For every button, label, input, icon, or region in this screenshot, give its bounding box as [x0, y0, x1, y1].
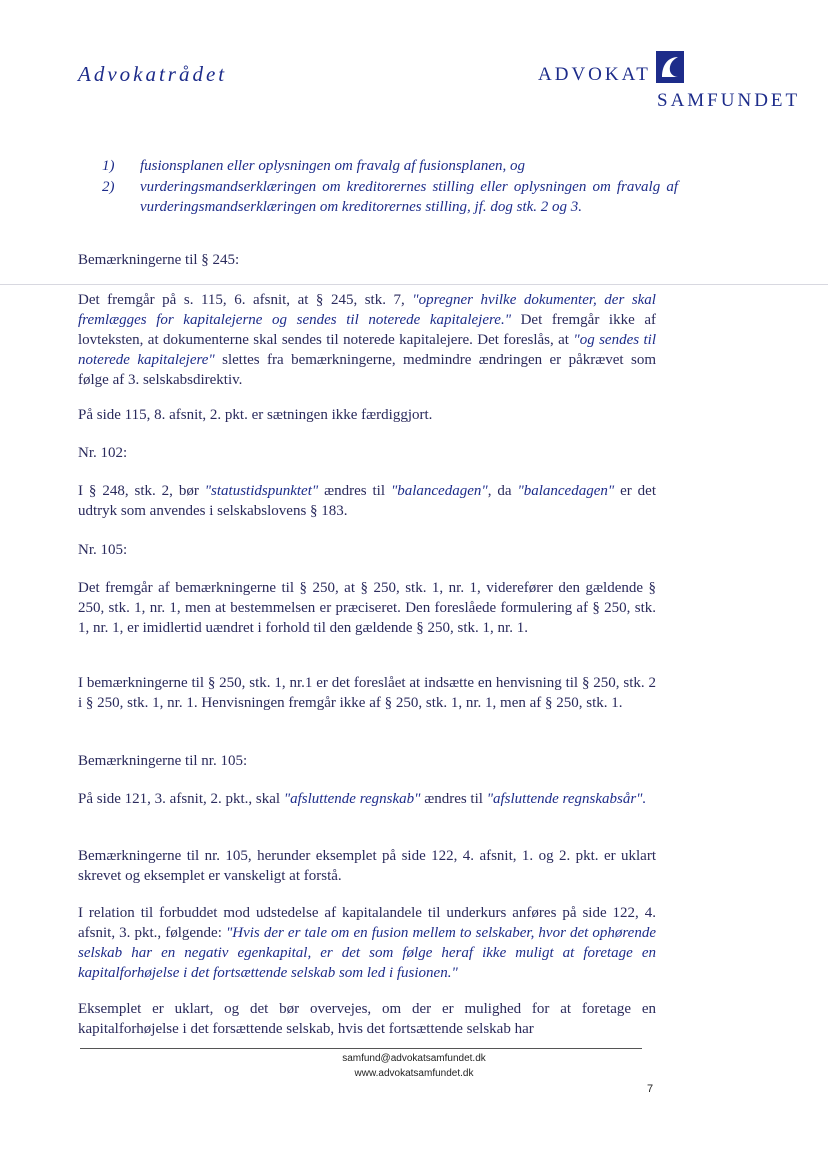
paragraph-248: I § 248, stk. 2, bør "statustidspunktet" ændres til "balancedagen", da "balancedagen" er det udtryk som anvendes i selskabslovens § 183.: [78, 483, 656, 519]
list-number: 2): [102, 179, 115, 195]
heading-bemaerkninger-245: Bemærkningerne til § 245:: [78, 252, 240, 268]
divider: [0, 284, 828, 285]
paragraph-side-122: Bemærkningerne til nr. 105, herunder eksemplet på side 122, 4. afsnit, 1. og 2. pkt. er uklart skrevet og eksemplet er vanskeligt at forstå.: [78, 848, 656, 884]
paragraph-underkurs: I relation til forbuddet mod udstedelse af kapitalandele til underkurs anføres på side 122, 4. afsnit, 3. pkt., følgende: "Hvis der er tale om en fusion mellem to selskaber, hvor det ophørende selskab har en negativ egenkapital, er det som følge heraf ikke muligt at foretage en kapitalforhøjelse i det fortsættende selskab som led i fusionen.": [78, 905, 656, 981]
advokatsamfundet-logo-icon: [656, 51, 684, 83]
list-text: vurderingsmandserklæringen om kreditorernes stilling eller oplysningen om fravalg af vurderingsmandserklæringen om kreditorernes stilling, jf. dog stk. 2 og 3.: [140, 179, 678, 215]
heading-nr-105: Nr. 105:: [78, 542, 128, 558]
footer-divider: [80, 1048, 642, 1049]
page-number: 7: [647, 1083, 654, 1095]
footer-email-link[interactable]: samfund@advokatsamfundet.dk: [342, 1053, 486, 1064]
advokatraadet-title: Advokatrådet: [78, 62, 228, 86]
list-number: 1): [102, 158, 115, 174]
list-text: fusionsplanen eller oplysningen om fravalg af fusionsplanen, og: [140, 158, 525, 174]
heading-bemaerkninger-105: Bemærkningerne til nr. 105:: [78, 753, 248, 769]
footer-website-link[interactable]: www.advokatsamfundet.dk: [354, 1068, 474, 1079]
paragraph-side-121: På side 121, 3. afsnit, 2. pkt., skal "afsluttende regnskab" ændres til "afsluttende regnskabsår".: [78, 791, 647, 807]
paragraph-250-a: Det fremgår af bemærkningerne til § 250, at § 250, stk. 1, nr. 1, viderefører den gældende § 250, stk. 1, nr. 1, men at bestemmelsen er præciseret. Den foreslåede formulering af § 250, stk. 1, nr. 1, er imidlertid uændret i forhold til den gældende § 250, stk. 1, nr. 1.: [78, 580, 656, 636]
logo-advokat-text: ADVOKAT: [538, 64, 651, 85]
logo-samfundet-text: SAMFUNDET: [657, 90, 801, 111]
heading-nr-102: Nr. 102:: [78, 445, 128, 461]
paragraph-eksemplet: Eksemplet er uklart, og det bør overvejes, om der er mulighed for at foretage en kapitalforhøjelse i det forsættende selskab, hvis det fortsættende selskab har: [78, 1001, 656, 1037]
paragraph-245: Det fremgår på s. 115, 6. afsnit, at § 245, stk. 7, "opregner hvilke dokumenter, der skal fremlægges for kapitalejerne og sendes til noterede kapitalejere." Det fremgår ikke af lovteksten, at dokumenterne skal sendes til noterede kapitalejere. Det foreslås, at "og sendes til noterede kapitalejere" slettes fra bemærkningerne, medmindre ændringen er påkrævet som følge af 3. selskabsdirektiv.: [78, 292, 657, 388]
paragraph-side-115: På side 115, 8. afsnit, 2. pkt. er sætningen ikke færdiggjort.: [78, 407, 433, 423]
paragraph-250-b: I bemærkningerne til § 250, stk. 1, nr.1 er det foreslået at indsætte en henvisning til § 250, stk. 2 i § 250, stk. 1, nr. 1. Henvisningen fremgår ikke af § 250, stk. 1, nr. 1, men af § 250, stk. 1.: [78, 675, 656, 711]
